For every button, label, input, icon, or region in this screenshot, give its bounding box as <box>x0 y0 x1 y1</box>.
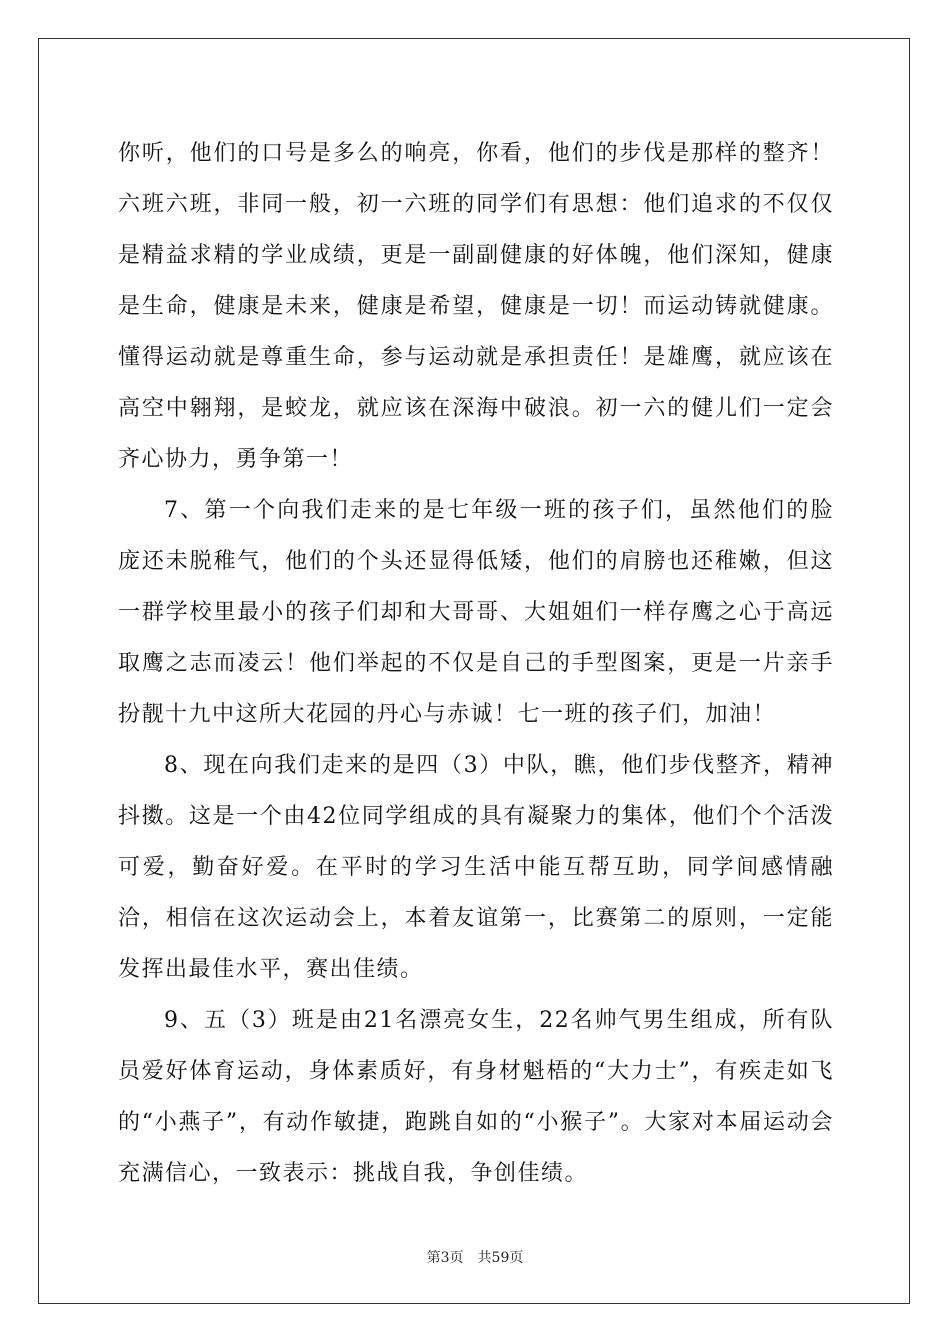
document-body <box>118 128 834 1199</box>
current-page-label: 第3页 <box>426 1250 464 1266</box>
paragraph-8: 8、现在向我们走来的是四（3）中队，瞧，他们步伐整齐，精神抖擞。这是一个由42位同学组成的具有凝聚力的集体，他们个个活泼可爱，勤奋好爱。在平时的学习生活中能互帮互助，同学间感情融洽，相信在这次运动会上，本着友谊第一，比赛第二的原则，一定能发挥出最佳水平，赛出佳绩。 <box>118 753 834 982</box>
paragraph-9: 9、五（3）班是由21名漂亮女生，22名帅气男生组成，所有队员爱好体育运动，身体素质好，有身材魁梧的“大力士”，有疾走如飞的“小燕子”，有动作敏捷，跑跳自如的“小猴子”。大家对本届运动会充满信心，一致表示：挑战自我，争创佳绩。 <box>118 1008 834 1186</box>
total-pages-label: 共59页 <box>477 1250 524 1266</box>
page-footer <box>0 1247 950 1267</box>
paragraph-intro: 你听，他们的口号是多么的响亮，你看，他们的步伐是那样的整齐！六班六班，非同一般，初一六班的同学们有思想：他们追求的不仅仅是精益求精的学业成绩，更是一副副健康的好体魄，他们深知，健康是生命，健康是未来，健康是希望，健康是一切！而运动铸就健康。懂得运动就是尊重生命，参与运动就是承担责任！是雄鹰，就应该在高空中翱翔，是蛟龙，就应该在深海中破浪。初一六的健儿们一定会齐心协力，勇争第一！ <box>118 141 834 472</box>
paragraph-7: 7、第一个向我们走来的是七年级一班的孩子们，虽然他们的脸庞还未脱稚气，他们的个头还显得低矮，他们的肩膀也还稚嫩，但这一群学校里最小的孩子们却和大哥哥、大姐姐们一样存鹰之心于高远取鹰之志而凌云！他们举起的不仅是自己的手型图案，更是一片亲手扮靓十九中这所大花园的丹心与赤诚！七一班的孩子们，加油！ <box>118 498 834 727</box>
